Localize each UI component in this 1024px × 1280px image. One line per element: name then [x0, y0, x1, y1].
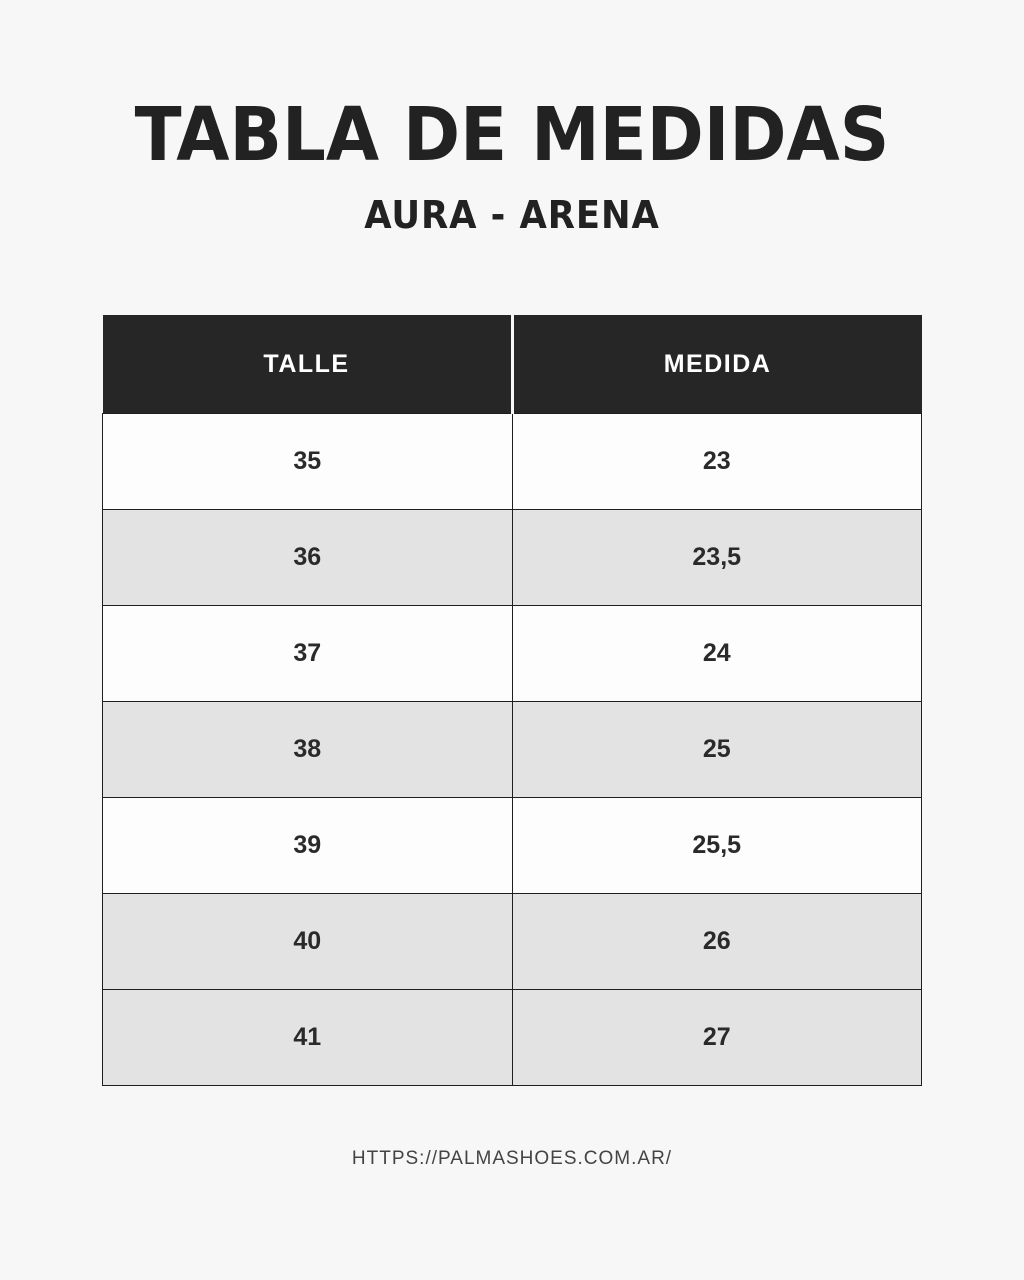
- size-table-container: [102, 315, 922, 1086]
- cell-talle: 37: [103, 606, 513, 702]
- table-row: [103, 414, 922, 510]
- cell-medida: 26: [512, 894, 922, 990]
- table-row: [103, 606, 922, 702]
- cell-talle: 38: [103, 702, 513, 798]
- table-row: [103, 510, 922, 606]
- page-subtitle: AURA - ARENA: [364, 193, 660, 237]
- table-header: [103, 315, 922, 414]
- table-body: [103, 414, 922, 1086]
- page-title: TABLA DE MEDIDAS: [134, 92, 890, 178]
- cell-medida: 25: [512, 702, 922, 798]
- footer-url: HTTPS://PALMASHOES.COM.AR/: [351, 1148, 673, 1169]
- cell-medida: 23,5: [512, 510, 922, 606]
- column-header-medida: MEDIDA: [512, 315, 922, 414]
- cell-medida: 23: [512, 414, 922, 510]
- table-header-row: [103, 315, 922, 414]
- cell-talle: 36: [103, 510, 513, 606]
- cell-medida: 25,5: [512, 798, 922, 894]
- cell-talle: 39: [103, 798, 513, 894]
- table-row: [103, 990, 922, 1086]
- cell-talle: 40: [103, 894, 513, 990]
- cell-medida: 27: [512, 990, 922, 1086]
- column-header-talle: TALLE: [103, 315, 513, 414]
- table-row: [103, 702, 922, 798]
- cell-talle: 41: [103, 990, 513, 1086]
- table-row: [103, 894, 922, 990]
- table-row: [103, 798, 922, 894]
- cell-medida: 24: [512, 606, 922, 702]
- size-table: [102, 315, 922, 1086]
- cell-talle: 35: [103, 414, 513, 510]
